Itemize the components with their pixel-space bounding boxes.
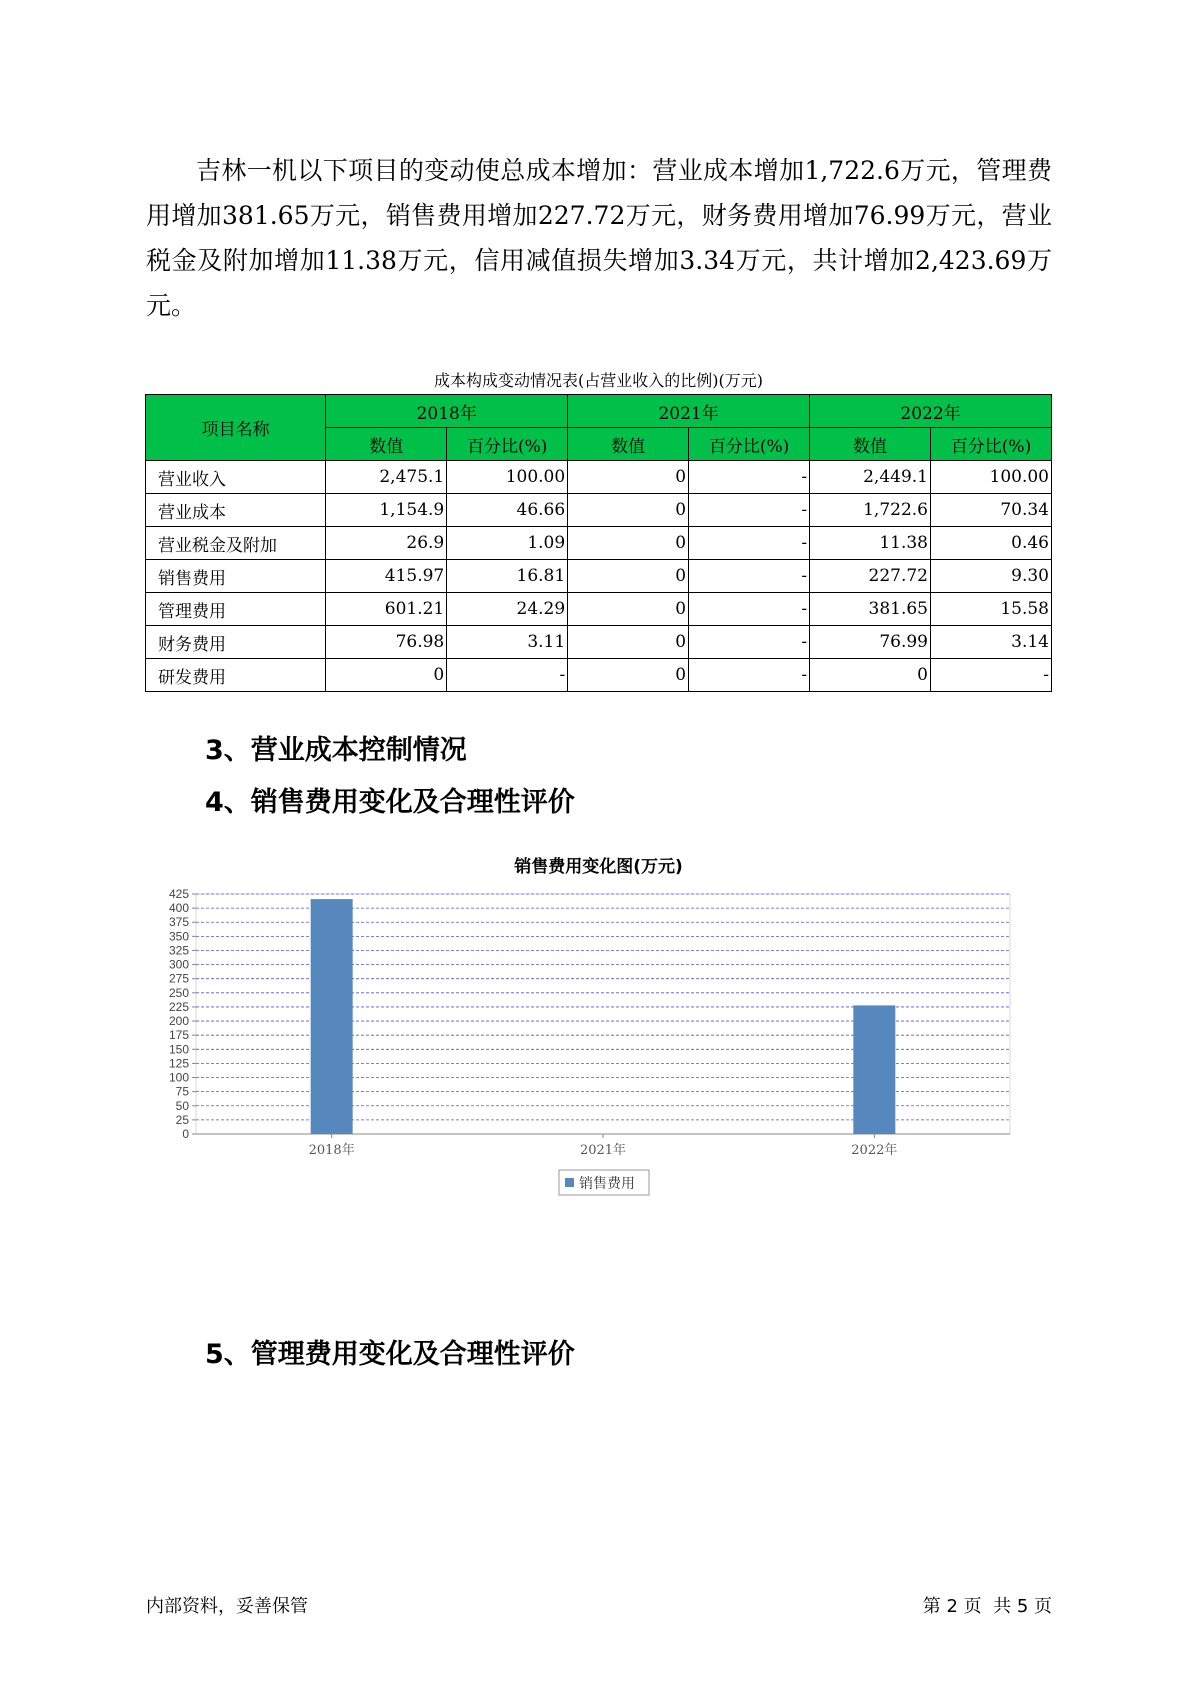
y-tick-label: 250 [168, 985, 189, 1000]
percent-cell: - [689, 593, 810, 626]
value-cell: 0 [568, 659, 689, 692]
percent-header: 百分比(%) [447, 428, 568, 461]
row-label: 研发费用 [146, 659, 326, 692]
y-tick-label: 375 [168, 915, 189, 930]
value-cell: 601.21 [326, 593, 447, 626]
percent-cell: - [689, 659, 810, 692]
value-cell: 0 [568, 626, 689, 659]
section-heading: 5、管理费用变化及合理性评价 [205, 1339, 575, 1370]
y-tick-label: 400 [168, 901, 189, 916]
table-row [146, 659, 1052, 692]
percent-header: 百分比(%) [689, 428, 810, 461]
table-caption: 成本构成变动情况表(占营业收入的比例)(万元) [434, 371, 763, 390]
value-header: 数值 [568, 428, 689, 461]
table-row [146, 494, 1052, 527]
y-tick-label: 0 [182, 1127, 189, 1141]
percent-cell: - [447, 659, 568, 692]
value-cell: 2,475.1 [326, 461, 447, 494]
value-header: 数值 [326, 428, 447, 461]
table-row [146, 560, 1052, 593]
footer-page-number: 第 2 页 共 5 页 [922, 1596, 1052, 1617]
percent-cell: - [689, 560, 810, 593]
y-tick-label: 325 [168, 943, 189, 958]
year-header: 2018年 [326, 395, 568, 428]
percent-header: 百分比(%) [930, 428, 1051, 461]
value-cell: 0 [568, 560, 689, 593]
row-label: 管理费用 [146, 593, 326, 626]
value-cell: 0 [568, 593, 689, 626]
percent-cell: 9.30 [930, 560, 1051, 593]
row-label: 营业税金及附加 [146, 527, 326, 560]
section-heading: 4、销售费用变化及合理性评价 [205, 787, 575, 818]
y-tick-label: 200 [168, 1014, 189, 1029]
x-tick-label: 2018年 [308, 1143, 355, 1158]
row-label: 销售费用 [146, 560, 326, 593]
value-cell: 1,154.9 [326, 494, 447, 527]
year-header: 2022年 [810, 395, 1052, 428]
footer-confidential-note: 内部资料，妥善保管 [146, 1596, 308, 1617]
percent-cell: 3.14 [930, 626, 1051, 659]
section-heading: 3、营业成本控制情况 [205, 735, 467, 766]
row-label: 财务费用 [146, 626, 326, 659]
value-cell: 227.72 [810, 560, 931, 593]
y-tick-label: 25 [175, 1112, 189, 1127]
year-header: 2021年 [568, 395, 810, 428]
percent-cell: 0.46 [930, 527, 1051, 560]
bar [311, 899, 353, 1134]
value-cell: 76.99 [810, 626, 931, 659]
value-cell: 11.38 [810, 527, 931, 560]
percent-cell: 16.81 [447, 560, 568, 593]
x-tick-label: 2022年 [851, 1143, 898, 1158]
value-cell: 0 [568, 461, 689, 494]
table-row [146, 461, 1052, 494]
value-cell: 415.97 [326, 560, 447, 593]
table-row [146, 527, 1052, 560]
value-cell: 1,722.6 [810, 494, 931, 527]
value-cell: 0 [326, 659, 447, 692]
percent-cell: 100.00 [930, 461, 1051, 494]
bar [853, 1005, 895, 1134]
value-cell: 0 [568, 527, 689, 560]
table-row [146, 626, 1052, 659]
y-tick-label: 75 [175, 1084, 189, 1099]
y-tick-label: 225 [168, 999, 189, 1014]
value-cell: 0 [568, 494, 689, 527]
percent-cell: 70.34 [930, 494, 1051, 527]
y-tick-label: 150 [168, 1042, 189, 1057]
sales-expense-bar-chart [160, 880, 1020, 1300]
percent-cell: 1.09 [447, 527, 568, 560]
y-tick-label: 300 [168, 957, 189, 972]
cost-structure-table [145, 394, 1052, 692]
row-label: 营业成本 [146, 494, 326, 527]
percent-cell: 3.11 [447, 626, 568, 659]
percent-cell: - [689, 626, 810, 659]
value-header: 数值 [810, 428, 931, 461]
chart-title: 销售费用变化图(万元) [514, 857, 683, 877]
summary-paragraph: 吉林一机以下项目的变动使总成本增加：营业成本增加1,722.6万元，管理费用增加381.65万元，销售费用增加227.72万元，财务费用增加76.99万元，营业税金及附加增加11.38万元，信用减值损失增加3.34万元，共计增加2,423.69万元。 [146, 156, 1052, 320]
value-cell: 76.98 [326, 626, 447, 659]
percent-cell: - [689, 494, 810, 527]
percent-cell: 46.66 [447, 494, 568, 527]
y-tick-label: 425 [168, 887, 189, 901]
legend-label: 销售费用 [579, 1176, 635, 1192]
percent-cell: - [689, 461, 810, 494]
percent-cell: 100.00 [447, 461, 568, 494]
percent-cell: 24.29 [447, 593, 568, 626]
percent-cell: - [930, 659, 1051, 692]
x-tick-label: 2021年 [579, 1143, 627, 1158]
y-tick-label: 100 [168, 1070, 189, 1085]
value-cell: 381.65 [810, 593, 931, 626]
value-cell: 26.9 [326, 527, 447, 560]
percent-cell: - [689, 527, 810, 560]
legend-swatch [565, 1178, 574, 1187]
value-cell: 0 [810, 659, 931, 692]
y-tick-label: 175 [168, 1028, 189, 1043]
y-tick-label: 350 [168, 929, 189, 944]
row-label: 营业收入 [146, 461, 326, 494]
y-tick-label: 275 [168, 971, 189, 986]
item-name-header: 项目名称 [146, 395, 326, 461]
table-row [146, 593, 1052, 626]
y-tick-label: 50 [175, 1098, 189, 1113]
y-tick-label: 125 [168, 1056, 189, 1071]
value-cell: 2,449.1 [810, 461, 931, 494]
percent-cell: 15.58 [930, 593, 1051, 626]
